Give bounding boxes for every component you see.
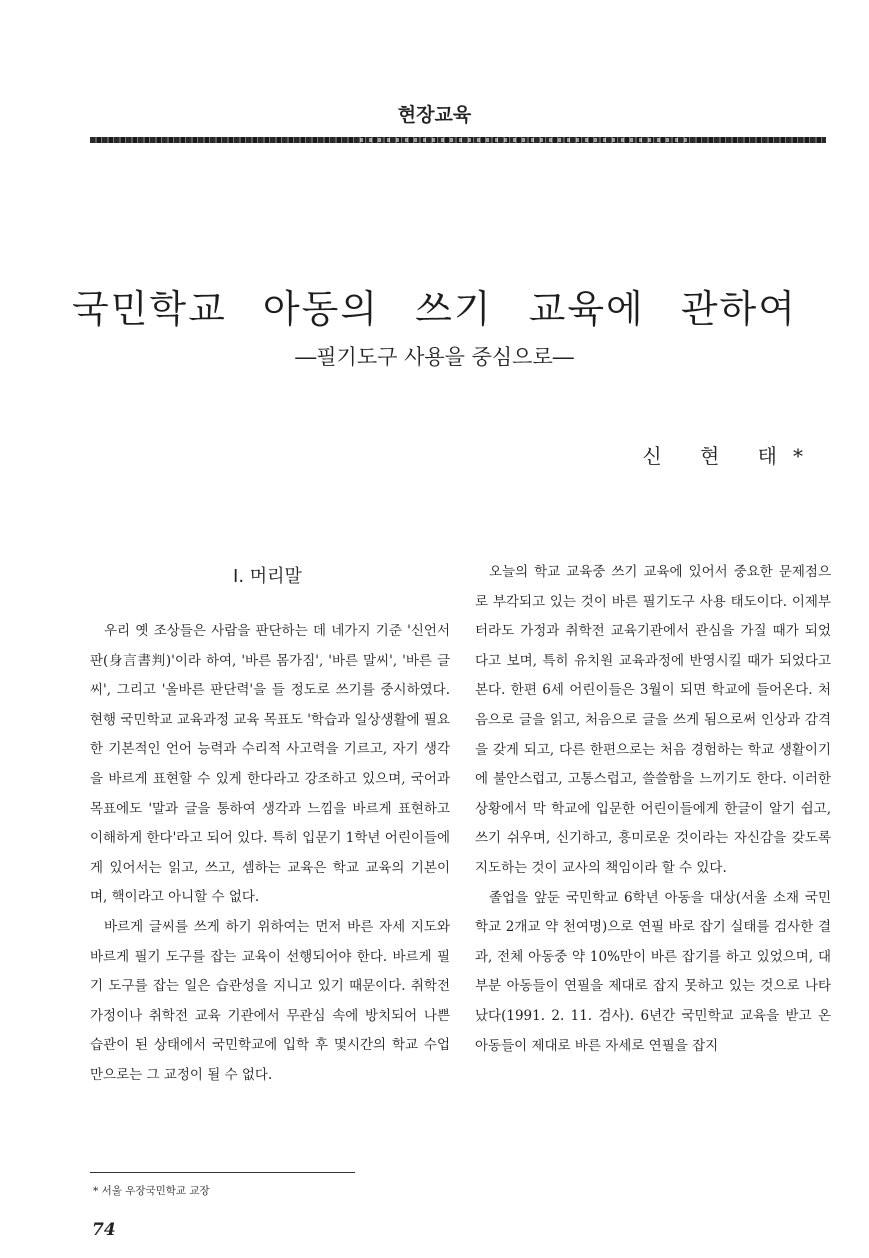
footnote: * 서울 우장국민학교 교장 bbox=[93, 1185, 210, 1197]
article-subtitle: ―필기도구 사용을 중심으로― bbox=[295, 345, 574, 369]
body-paragraph: 우리 옛 조상들은 사람을 판단하는 데 네가지 기준 '신언서판(身言書判)'이라 하여, '바른 몸가짐', '바른 말씨', '바른 글씨', 그리고 '올바른 판단력'을 들 정도로 쓰기를 중시하였다. 현행 국민학교 교육과정 교육 목표도 '학습과 일상생활에 필요한 기본적인 언어 능력과 수리적 사고력을 기르고, 자기 생각을 바르게 표현할 수 있게 한다라고 강조하고 있으며, 국어과 목표에도 '말과 글을 통하여 생각과 느낌을 바르게 표현하고 이해하게 한다'라고 되어 있다. 특히 입문기 1학년 어린이들에게 있어서는 읽고, 쓰고, 셈하는 교육은 학교 교육의 기본이며, 핵이라고 아니할 수 없다. bbox=[90, 623, 450, 906]
header-rule-texture bbox=[360, 138, 690, 142]
author-name: 신 현 태* bbox=[642, 444, 819, 468]
page-number: 74 bbox=[92, 1220, 116, 1240]
section-heading: Ⅰ. 머리말 bbox=[233, 566, 302, 587]
article-title: 국민학교 아동의 쓰기 교육에 관하여 bbox=[72, 287, 797, 331]
body-paragraph: 오늘의 학교 교육중 쓰기 교육에 있어서 중요한 문제점으로 부각되고 있는 것이 바른 필기도구 사용 태도이다. 이제부터라도 가정과 취학전 교육기관에서 관심을 가질 때가 되었다고 보며, 특히 유치원 교육과정에 반영시킬 때가 되었다고 본다. 한편 6세 어린이들은 3월이 되면 학교에 들어온다. 처음으로 글을 읽고, 처음으로 글을 쓰게 됨으로써 인상과 감격을 갖게 되고, 다른 한편으로는 처음 경험하는 학교 생활이기에 불안스럽고, 고통스럽고, 쓸쓸함을 느끼기도 한다. 이러한 상황에서 막 학교에 입문한 어린이들에게 한글이 알기 쉽고, 쓰기 쉬우며, 신기하고, 흥미로운 것이라는 자신감을 갖도록 지도하는 것이 교사의 책임이라 할 수 있다. bbox=[475, 564, 831, 876]
footnote-rule bbox=[90, 1172, 355, 1173]
body-paragraph: 졸업을 앞둔 국민학교 6학년 아동을 대상(서울 소재 국민학교 2개교 약 천여명)으로 연필 바로 잡기 실태를 검사한 결과, 전체 아동중 약 10%만이 바른 잡기를 하고 있었으며, 대부분 아동들이 연필을 제대로 잡지 못하고 있는 것으로 나타났다(1991. 2. 11. 검사). 6년간 국민학교 교육을 받고 온 아동들이 제대로 바른 자세로 연필을 잡지 bbox=[475, 889, 831, 1054]
body-paragraph: 바르게 글씨를 쓰게 하기 위하여는 먼저 바른 자세 지도와 바르게 필기 도구를 잡는 교육이 선행되어야 한다. 바르게 필기 도구를 잡는 일은 습관성을 지니고 있기 때문이다. 취학전 가정이나 취학전 교육 기관에서 무관심 속에 방치되어 나쁜 습관이 된 상태에서 국민학교에 입학 후 몇시간의 학교 수업만으로는 그 교정이 될 수 없다. bbox=[90, 918, 450, 1083]
left-column bbox=[90, 617, 450, 1091]
section-header: 현장교육 bbox=[397, 104, 472, 126]
right-column bbox=[475, 558, 831, 1061]
